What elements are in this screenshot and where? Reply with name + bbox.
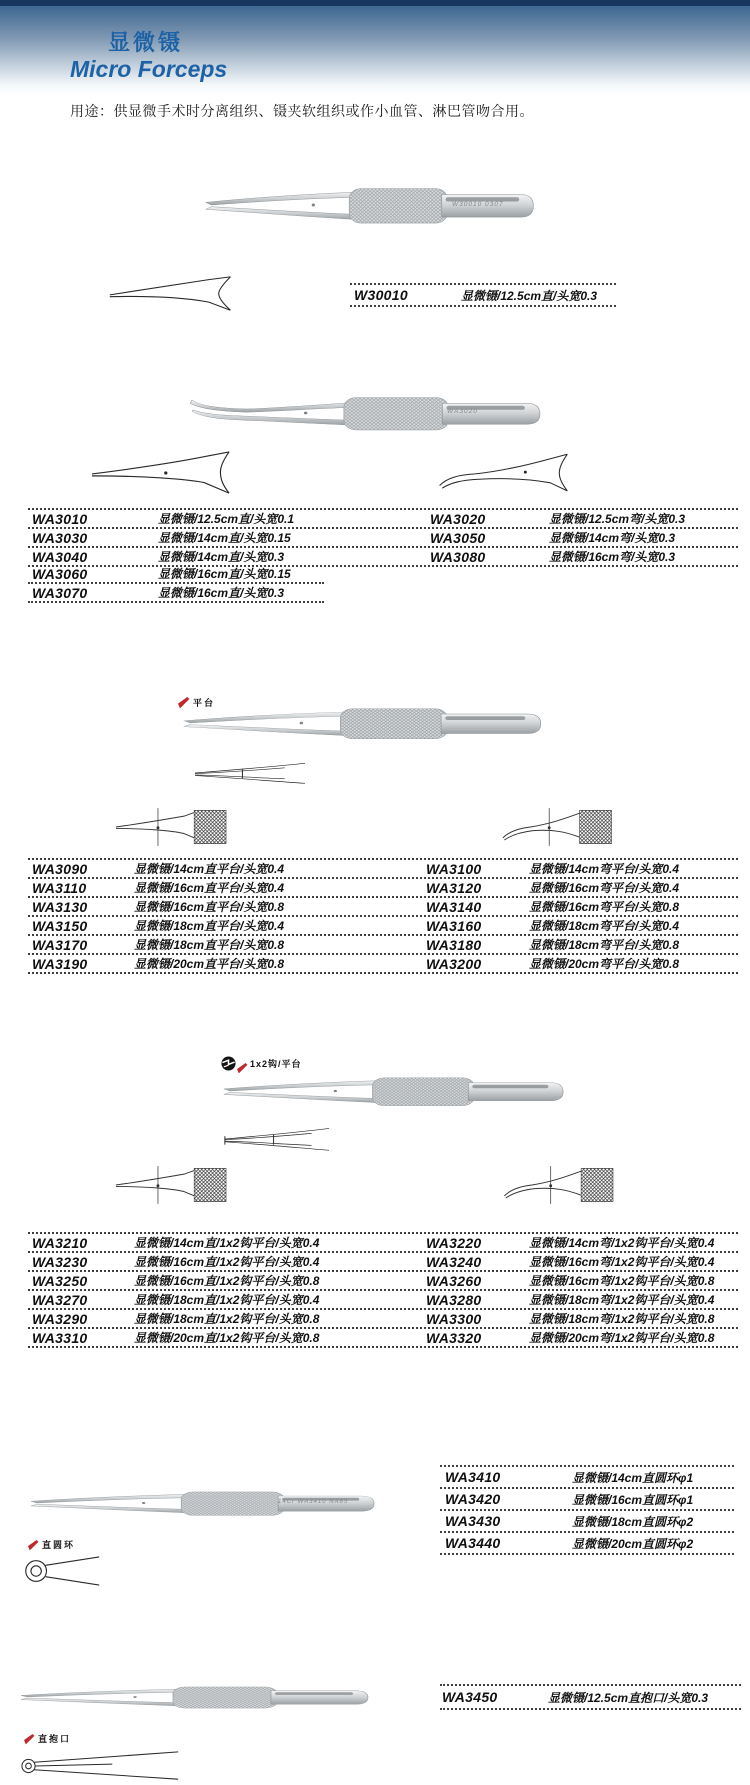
- product-code: WA3060: [32, 565, 88, 582]
- jaw-outline-drawing: [192, 762, 308, 784]
- table-row: [28, 1234, 738, 1253]
- product-desc: 显微镊/16cm弯/头宽0.3: [549, 550, 676, 564]
- product-desc: 显微镊/14cm弯/1x2钩平台/头宽0.4: [529, 1236, 715, 1250]
- product-code: WA3100: [426, 860, 482, 877]
- product-desc: 显微镊/14cm直/1x2钩平台/头宽0.4: [134, 1236, 320, 1250]
- product-desc: 显微镊/14cm弯平台/头宽0.4: [529, 862, 680, 876]
- spec-table-4: [440, 1465, 734, 1555]
- red-arrow-icon: [24, 1734, 35, 1745]
- product-desc: 显微镊/12.5cm直/头宽0.3: [461, 288, 598, 303]
- page-title-en: Micro Forceps: [70, 56, 228, 82]
- product-desc: 显微镊/14cm弯/头宽0.3: [549, 531, 676, 545]
- table-row: [440, 1533, 734, 1555]
- page-title-cn: 显微镊: [108, 30, 184, 55]
- product-desc: 显微镊/18cm直平台/头宽0.4: [134, 919, 285, 933]
- product-desc: 显微镊/16cm直/头宽0.15: [158, 567, 291, 581]
- product-desc: 显微镊/20cm直圆环φ2: [572, 1536, 694, 1551]
- photo-engraving: W30010 0307: [452, 201, 504, 208]
- product-code: WA3450: [442, 1689, 498, 1705]
- forceps-photo-curved: [185, 384, 547, 442]
- product-code: WA3160: [426, 917, 482, 934]
- product-desc: 显微镊/12.5cm直抱口/头宽0.3: [548, 1690, 709, 1705]
- product-desc: 显微镊/18cm弯/1x2钩平台/头宽0.8: [529, 1312, 715, 1326]
- product-code: WA3180: [426, 936, 482, 953]
- tip-detail-drawing-curved: [436, 450, 570, 496]
- product-desc: 显微镊/18cm直/1x2钩平台/头宽0.8: [134, 1312, 320, 1326]
- product-code: WA3210: [32, 1234, 88, 1251]
- product-desc: 显微镊/14cm直/头宽0.3: [158, 550, 285, 564]
- product-code: WA3170: [32, 936, 88, 953]
- product-code: WA3240: [426, 1253, 482, 1270]
- product-desc: 显微镊/16cm直/1x2钩平台/头宽0.8: [134, 1274, 320, 1288]
- table-row: [28, 1310, 738, 1329]
- forceps-photo-platform: [178, 696, 548, 750]
- table-row: [28, 510, 738, 529]
- product-code: WA3430: [445, 1513, 501, 1529]
- spec-table-3: [28, 1232, 738, 1348]
- product-row: [440, 1684, 741, 1710]
- jaw-outline-drawing: [220, 1127, 332, 1151]
- product-code: WA3230: [32, 1253, 88, 1270]
- product-code: WA3090: [32, 860, 88, 877]
- product-desc: 显微镊/14cm直平台/头宽0.4: [134, 862, 285, 876]
- table-row: [28, 1291, 738, 1310]
- product-code: WA3110: [32, 879, 87, 896]
- product-desc: 显微镊/20cm弯平台/头宽0.8: [529, 957, 680, 971]
- mouth-tip-drawing: [18, 1750, 183, 1782]
- table-row: [28, 860, 738, 879]
- red-arrow-icon: [28, 1540, 39, 1551]
- product-desc: 显微镊/12.5cm直/头宽0.1: [158, 512, 295, 526]
- product-desc: 显微镊/16cm直/1x2钩平台/头宽0.4: [134, 1255, 320, 1269]
- product-desc: 显微镊/12.5cm弯/头宽0.3: [549, 512, 686, 526]
- table-row: [440, 1511, 734, 1533]
- product-code: WA3080: [430, 548, 486, 565]
- product-desc: 显微镊/18cm直圆环φ2: [572, 1514, 694, 1529]
- product-desc: 显微镊/16cm直平台/头宽0.4: [134, 881, 285, 895]
- table-row: [28, 529, 738, 548]
- product-code: W30010: [354, 287, 408, 303]
- product-desc: 显微镊/18cm直/1x2钩平台/头宽0.4: [134, 1293, 320, 1307]
- forceps-photo-hook-platform: [218, 1066, 570, 1116]
- product-desc: 显微镊/18cm弯/1x2钩平台/头宽0.4: [529, 1293, 715, 1307]
- product-code: WA3440: [445, 1535, 501, 1551]
- product-code: WA3040: [32, 548, 88, 565]
- table-row: [28, 917, 738, 936]
- table-row: [28, 565, 324, 584]
- product-desc: 显微镊/16cm弯/1x2钩平台/头宽0.4: [529, 1255, 715, 1269]
- table-row: [28, 1272, 738, 1291]
- product-row: [350, 283, 616, 307]
- spec-table-2: [28, 858, 738, 974]
- usage-note: 用途：供显微手术时分离组织、镊夹软组织或作小血管、淋巴管吻合用。: [70, 103, 534, 119]
- photo-engraving: 14Cr WA3410 NA85: [278, 1499, 349, 1505]
- red-arrow-icon: [237, 1063, 248, 1074]
- product-desc: 显微镊/16cm直平台/头宽0.8: [134, 900, 285, 914]
- product-desc: 显微镊/16cm直圆环φ1: [572, 1492, 694, 1507]
- product-code: WA3250: [32, 1272, 88, 1289]
- product-desc: 显微镊/20cm弯/1x2钩平台/头宽0.8: [529, 1331, 715, 1345]
- tip-detail-drawing-curved: [483, 1164, 630, 1206]
- photo-engraving: WA3020: [447, 408, 478, 415]
- jaw-cross-section-icon: [221, 1056, 236, 1071]
- annotation-ring: 直圆环: [42, 1540, 76, 1550]
- product-desc: 显微镊/18cm弯平台/头宽0.4: [529, 919, 680, 933]
- table-row: [440, 1467, 734, 1489]
- product-code: WA3120: [426, 879, 482, 896]
- product-desc: 显微镊/16cm弯平台/头宽0.8: [529, 900, 680, 914]
- product-code: WA3070: [32, 584, 88, 601]
- table-row: [440, 1489, 734, 1511]
- product-code: WA3260: [426, 1272, 482, 1289]
- annotation-platform: 平台: [193, 698, 216, 708]
- product-desc: 显微镊/20cm直/1x2钩平台/头宽0.8: [134, 1331, 320, 1345]
- product-desc: 显微镊/16cm弯/1x2钩平台/头宽0.8: [529, 1274, 715, 1288]
- product-code: WA3030: [32, 529, 88, 546]
- annotation-mouth: 直抱口: [38, 1734, 72, 1744]
- annotation-hook-platform: 1x2钩/平台: [250, 1059, 302, 1069]
- product-code: WA3290: [32, 1310, 88, 1327]
- red-arrow-icon: [178, 697, 190, 709]
- product-desc: 显微镊/16cm直/头宽0.3: [158, 586, 285, 600]
- product-code: WA3050: [430, 529, 486, 546]
- ring-tip-drawing: [22, 1553, 102, 1589]
- product-desc: 显微镊/14cm直/头宽0.15: [158, 531, 291, 545]
- table-row: [28, 1253, 738, 1272]
- product-desc: 显微镊/18cm弯平台/头宽0.8: [529, 938, 680, 952]
- product-code: WA3130: [32, 898, 88, 915]
- spec-table-1: [28, 508, 738, 567]
- product-code: WA3310: [32, 1329, 88, 1346]
- tip-detail-drawing-straight: [96, 806, 246, 848]
- table-row: [28, 955, 738, 974]
- table-row: [28, 1329, 738, 1348]
- tip-detail-drawing-straight: [85, 450, 237, 496]
- product-code: WA3010: [32, 510, 88, 527]
- tip-detail-drawing: [106, 276, 236, 312]
- product-code: WA3280: [426, 1291, 482, 1308]
- product-code: WA3220: [426, 1234, 482, 1251]
- product-code: WA3200: [426, 955, 482, 972]
- product-code: WA3320: [426, 1329, 482, 1346]
- table-row: [28, 584, 324, 603]
- table-row: [28, 879, 738, 898]
- product-desc: 显微镊/16cm弯平台/头宽0.4: [529, 881, 680, 895]
- product-desc: 显微镊/20cm直平台/头宽0.8: [134, 957, 285, 971]
- forceps-photo-mouth: [15, 1678, 375, 1716]
- product-desc: 显微镊/14cm直圆环φ1: [572, 1470, 694, 1485]
- product-code: WA3420: [445, 1491, 501, 1507]
- product-code: WA3020: [430, 510, 486, 527]
- tip-detail-drawing-curved: [480, 806, 630, 848]
- product-code: WA3300: [426, 1310, 482, 1327]
- product-desc: 显微镊/18cm直平台/头宽0.8: [134, 938, 285, 952]
- product-code: WA3190: [32, 955, 88, 972]
- product-code: WA3270: [32, 1291, 88, 1308]
- product-code: WA3140: [426, 898, 482, 915]
- table-row: [28, 936, 738, 955]
- product-code: WA3150: [32, 917, 88, 934]
- spec-table-1-continued: [28, 565, 324, 603]
- product-code: WA3410: [445, 1469, 501, 1485]
- table-row: [28, 898, 738, 917]
- tip-detail-drawing-straight: [96, 1164, 246, 1206]
